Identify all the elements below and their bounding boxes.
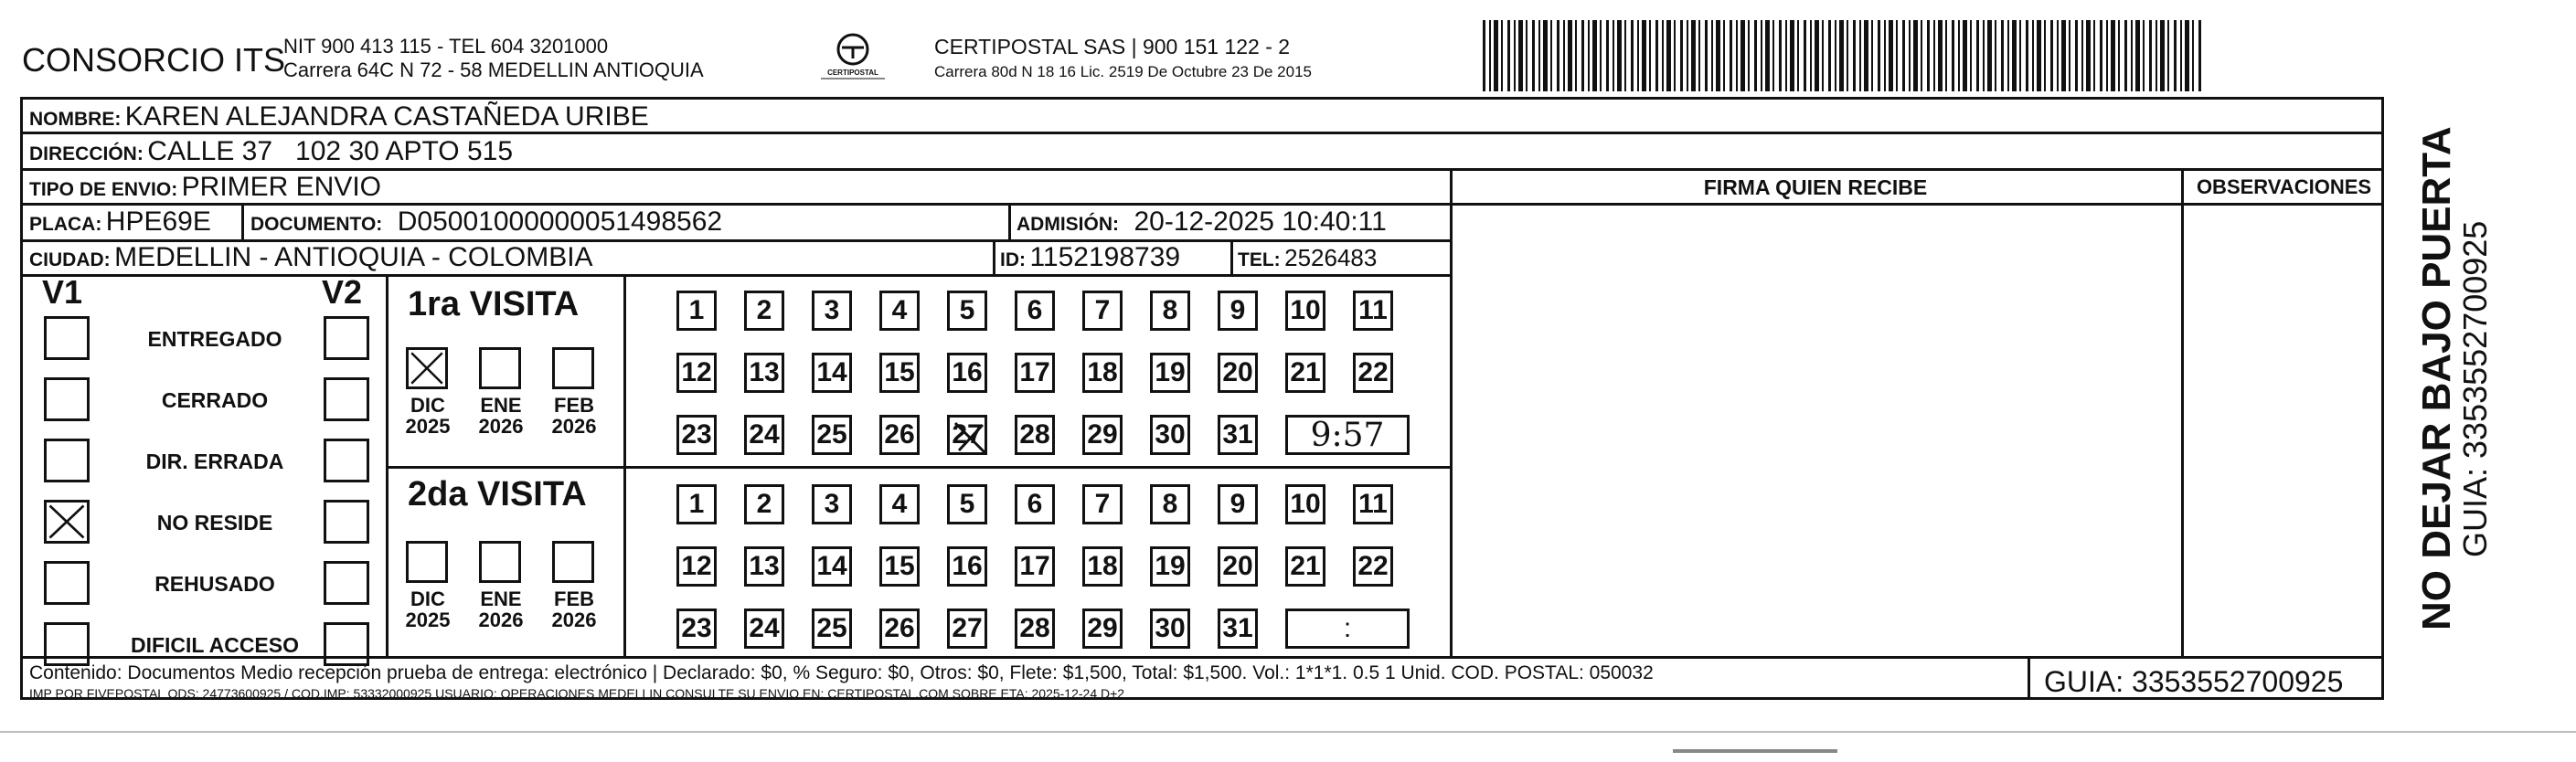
status-v1-checkbox[interactable] bbox=[44, 316, 90, 360]
day-cell[interactable]: 4 bbox=[879, 291, 920, 331]
day-cell[interactable]: 5 bbox=[947, 484, 987, 524]
name-label: NOMBRE: bbox=[29, 109, 122, 130]
day-cell[interactable]: 30 bbox=[1150, 609, 1190, 649]
day-cell[interactable]: 21 bbox=[1285, 546, 1325, 587]
month-checkbox[interactable] bbox=[552, 541, 594, 583]
day-cell[interactable]: 24 bbox=[744, 609, 784, 649]
status-v2-checkbox[interactable] bbox=[324, 561, 369, 605]
footer-guide: GUIA: 3353552700925 bbox=[2044, 665, 2344, 698]
day-cell[interactable]: 12 bbox=[676, 353, 717, 393]
month-checkbox[interactable] bbox=[406, 347, 448, 389]
admission-field bbox=[1017, 208, 1387, 236]
document-field bbox=[250, 208, 722, 236]
day-cell[interactable]: 10 bbox=[1285, 291, 1325, 331]
time-box[interactable]: 9:57 bbox=[1285, 415, 1410, 455]
month-checkbox[interactable] bbox=[406, 541, 448, 583]
shipment-type-value: PRIMER ENVIO bbox=[181, 172, 382, 202]
day-cell[interactable]: 19 bbox=[1150, 546, 1190, 587]
day-cell[interactable]: 6 bbox=[1015, 291, 1055, 331]
day-cell[interactable]: 3 bbox=[812, 291, 852, 331]
footer-contents: Contenido: Documentos Medio recepción prueba de entrega: electrónico | Declarado: $0, % Seguro: $0, Otros: $0, Flete: $1,500, Total: $1,500. Vol.: 1*1*1. 0.5 1 Unid. COD. POSTAL: 050032 bbox=[29, 662, 1654, 683]
status-v2-checkbox[interactable] bbox=[324, 377, 369, 421]
month-year: 2026 bbox=[478, 609, 524, 632]
tel-label: TEL: bbox=[1238, 249, 1281, 270]
plate-label: PLACA: bbox=[29, 214, 102, 235]
status-label: REHUSADO bbox=[154, 572, 275, 596]
shipment-type-row bbox=[29, 174, 381, 201]
day-cell[interactable]: 20 bbox=[1218, 546, 1258, 587]
status-label: DIR. ERRADA bbox=[145, 450, 284, 473]
observations-label: OBSERVACIONES bbox=[2196, 175, 2372, 198]
admission-value: 20-12-2025 10:40:11 bbox=[1134, 206, 1387, 237]
month-year: 2026 bbox=[478, 415, 524, 439]
month-year: 2026 bbox=[551, 609, 597, 632]
day-cell[interactable]: 27 bbox=[947, 609, 987, 649]
day-cell[interactable]: 10 bbox=[1285, 484, 1325, 524]
courier-logo-icon bbox=[812, 31, 894, 86]
status-v2-checkbox[interactable] bbox=[324, 439, 369, 482]
cut-mark bbox=[1673, 749, 1837, 753]
month-name: FEB bbox=[554, 587, 594, 610]
company-address: Carrera 64C N 72 - 58 MEDELLIN ANTIOQUIA bbox=[283, 58, 704, 81]
status-v1-checkbox[interactable] bbox=[44, 500, 90, 544]
day-cell[interactable]: 18 bbox=[1082, 353, 1123, 393]
footer-imp: IMP POR FIVEPOSTAL ODS: 24773600925 / COD.IMP: 53332000925 USUARIO: OPERACIONES MEDELLIN CONSULTE SU ENVIO EN: CERTIPOSTAL.COM SOBRE ETA: 2025-12-24 D+2 bbox=[29, 686, 1125, 701]
courier-name: CERTIPOSTAL SAS | 900 151 122 - 2 bbox=[934, 35, 1291, 58]
day-cell[interactable]: 6 bbox=[1015, 484, 1055, 524]
day-cell[interactable]: 29 bbox=[1082, 609, 1123, 649]
day-cell[interactable]: 11 bbox=[1353, 291, 1393, 331]
document-value: D05001000000051498562 bbox=[397, 206, 723, 237]
day-cell[interactable]: 1 bbox=[676, 484, 717, 524]
day-cell[interactable]: 29 bbox=[1082, 415, 1123, 455]
month-label bbox=[393, 588, 463, 630]
address-value: CALLE 37 102 30 APTO 515 bbox=[147, 136, 514, 166]
visit1-title: 1ra VISITA bbox=[408, 285, 580, 323]
v1-label: V1 bbox=[42, 273, 83, 311]
visit2-title: 2da VISITA bbox=[408, 475, 587, 513]
day-cell[interactable]: 25 bbox=[812, 415, 852, 455]
day-cell[interactable]: 28 bbox=[1015, 609, 1055, 649]
day-cell[interactable]: 24 bbox=[744, 415, 784, 455]
day-cell[interactable]: 19 bbox=[1150, 353, 1190, 393]
address-row bbox=[29, 138, 513, 165]
day-cell[interactable]: 17 bbox=[1015, 546, 1055, 587]
city-label: CIUDAD: bbox=[29, 249, 111, 270]
day-cell[interactable]: 18 bbox=[1082, 546, 1123, 587]
month-checkbox[interactable] bbox=[479, 541, 521, 583]
month-name: DIC bbox=[410, 587, 445, 610]
day-cell[interactable]: 25 bbox=[812, 609, 852, 649]
day-cell[interactable]: 4 bbox=[879, 484, 920, 524]
day-cell[interactable]: 16 bbox=[947, 353, 987, 393]
day-cell[interactable]: 2 bbox=[744, 291, 784, 331]
tel-value: 2526483 bbox=[1284, 244, 1378, 271]
day-cell[interactable]: 12 bbox=[676, 546, 717, 587]
status-v2-checkbox[interactable] bbox=[324, 622, 369, 666]
address-label: DIRECCIÓN: bbox=[29, 143, 144, 164]
company-nit-tel: NIT 900 413 115 - TEL 604 3201000 bbox=[283, 35, 609, 58]
day-cell[interactable]: 8 bbox=[1150, 291, 1190, 331]
side-guide: GUIA: 3353552700925 bbox=[2456, 220, 2494, 557]
day-cell[interactable]: 31 bbox=[1218, 415, 1258, 455]
month-label bbox=[539, 395, 609, 437]
day-cell[interactable]: 9 bbox=[1218, 484, 1258, 524]
shipment-type-label: TIPO DE ENVIO: bbox=[29, 179, 178, 200]
plate-field bbox=[29, 208, 211, 236]
status-v1-checkbox[interactable] bbox=[44, 561, 90, 605]
day-cell[interactable]: 28 bbox=[1015, 415, 1055, 455]
day-cell[interactable]: 13 bbox=[744, 353, 784, 393]
day-cell[interactable]: 31 bbox=[1218, 609, 1258, 649]
status-v1-checkbox[interactable] bbox=[44, 377, 90, 421]
day-cell[interactable]: 16 bbox=[947, 546, 987, 587]
status-label: DIFICIL ACCESO bbox=[130, 633, 299, 657]
month-year: 2025 bbox=[405, 609, 451, 632]
day-cell[interactable]: 23 bbox=[676, 415, 717, 455]
day-cell[interactable]: 26 bbox=[879, 609, 920, 649]
signature-label: FIRMA QUIEN RECIBE bbox=[1703, 175, 1928, 199]
day-cell[interactable]: 7 bbox=[1082, 484, 1123, 524]
id-value: 1152198739 bbox=[1029, 242, 1181, 272]
month-name: ENE bbox=[480, 587, 522, 610]
day-cell[interactable]: 22 bbox=[1353, 546, 1393, 587]
day-cell[interactable]: 7 bbox=[1082, 291, 1123, 331]
day-cell[interactable]: 27 bbox=[947, 415, 987, 455]
month-checkbox[interactable] bbox=[479, 347, 521, 389]
day-cell[interactable]: 17 bbox=[1015, 353, 1055, 393]
plate-value: HPE69E bbox=[105, 206, 211, 237]
company-name: CONSORCIO ITS bbox=[22, 41, 286, 79]
month-label bbox=[466, 395, 536, 437]
day-cell[interactable]: 2 bbox=[744, 484, 784, 524]
courier-license: Carrera 80d N 18 16 Lic. 2519 De Octubre 23 De 2015 bbox=[934, 63, 1312, 80]
day-cell[interactable]: 20 bbox=[1218, 353, 1258, 393]
month-label bbox=[466, 588, 536, 630]
day-cell[interactable]: 3 bbox=[812, 484, 852, 524]
month-checkbox[interactable] bbox=[552, 347, 594, 389]
day-cell[interactable]: 9 bbox=[1218, 291, 1258, 331]
day-cell[interactable]: 11 bbox=[1353, 484, 1393, 524]
day-cell[interactable]: 15 bbox=[879, 546, 920, 587]
day-cell[interactable]: 8 bbox=[1150, 484, 1190, 524]
courier-logo bbox=[812, 31, 894, 86]
month-year: 2025 bbox=[405, 415, 451, 439]
v2-label: V2 bbox=[322, 273, 363, 311]
id-label: ID: bbox=[1000, 249, 1026, 270]
month-name: FEB bbox=[554, 394, 594, 417]
day-cell[interactable]: 21 bbox=[1285, 353, 1325, 393]
name-value: KAREN ALEJANDRA CASTAÑEDA URIBE bbox=[124, 101, 649, 132]
month-name: DIC bbox=[410, 394, 445, 417]
day-cell[interactable]: 30 bbox=[1150, 415, 1190, 455]
status-label: CERRADO bbox=[161, 388, 269, 412]
status-v2-checkbox[interactable] bbox=[324, 316, 369, 360]
status-label: ENTREGADO bbox=[147, 327, 282, 351]
name-row bbox=[29, 103, 649, 131]
day-cell[interactable]: 13 bbox=[744, 546, 784, 587]
bottom-rule bbox=[0, 731, 2576, 733]
status-v2-checkbox[interactable] bbox=[324, 500, 369, 544]
admission-label: ADMISIÓN: bbox=[1017, 214, 1119, 235]
day-cell[interactable]: 1 bbox=[676, 291, 717, 331]
day-cell[interactable]: 26 bbox=[879, 415, 920, 455]
city-field bbox=[29, 244, 593, 271]
day-cell[interactable]: 22 bbox=[1353, 353, 1393, 393]
day-cell[interactable]: 5 bbox=[947, 291, 987, 331]
month-year: 2026 bbox=[551, 415, 597, 439]
month-name: ENE bbox=[480, 394, 522, 417]
status-label: NO RESIDE bbox=[156, 511, 273, 534]
month-label bbox=[539, 588, 609, 630]
day-cell[interactable]: 15 bbox=[879, 353, 920, 393]
logo-caption: CERTIPOSTAL bbox=[827, 69, 878, 77]
month-label bbox=[393, 395, 463, 437]
id-field bbox=[1000, 244, 1180, 271]
tel-field bbox=[1238, 246, 1377, 270]
city-value: MEDELLIN - ANTIOQUIA - COLOMBIA bbox=[114, 242, 593, 272]
document-label: DOCUMENTO: bbox=[250, 214, 383, 235]
time-box[interactable]: : bbox=[1285, 609, 1410, 649]
side-warning: NO DEJAR BAJO PUERTA bbox=[2414, 126, 2459, 630]
day-cell[interactable]: 14 bbox=[812, 546, 852, 587]
day-cell[interactable]: 14 bbox=[812, 353, 852, 393]
status-v1-checkbox[interactable] bbox=[44, 622, 90, 666]
status-v1-checkbox[interactable] bbox=[44, 439, 90, 482]
barcode bbox=[1483, 20, 2203, 91]
day-cell[interactable]: 23 bbox=[676, 609, 717, 649]
